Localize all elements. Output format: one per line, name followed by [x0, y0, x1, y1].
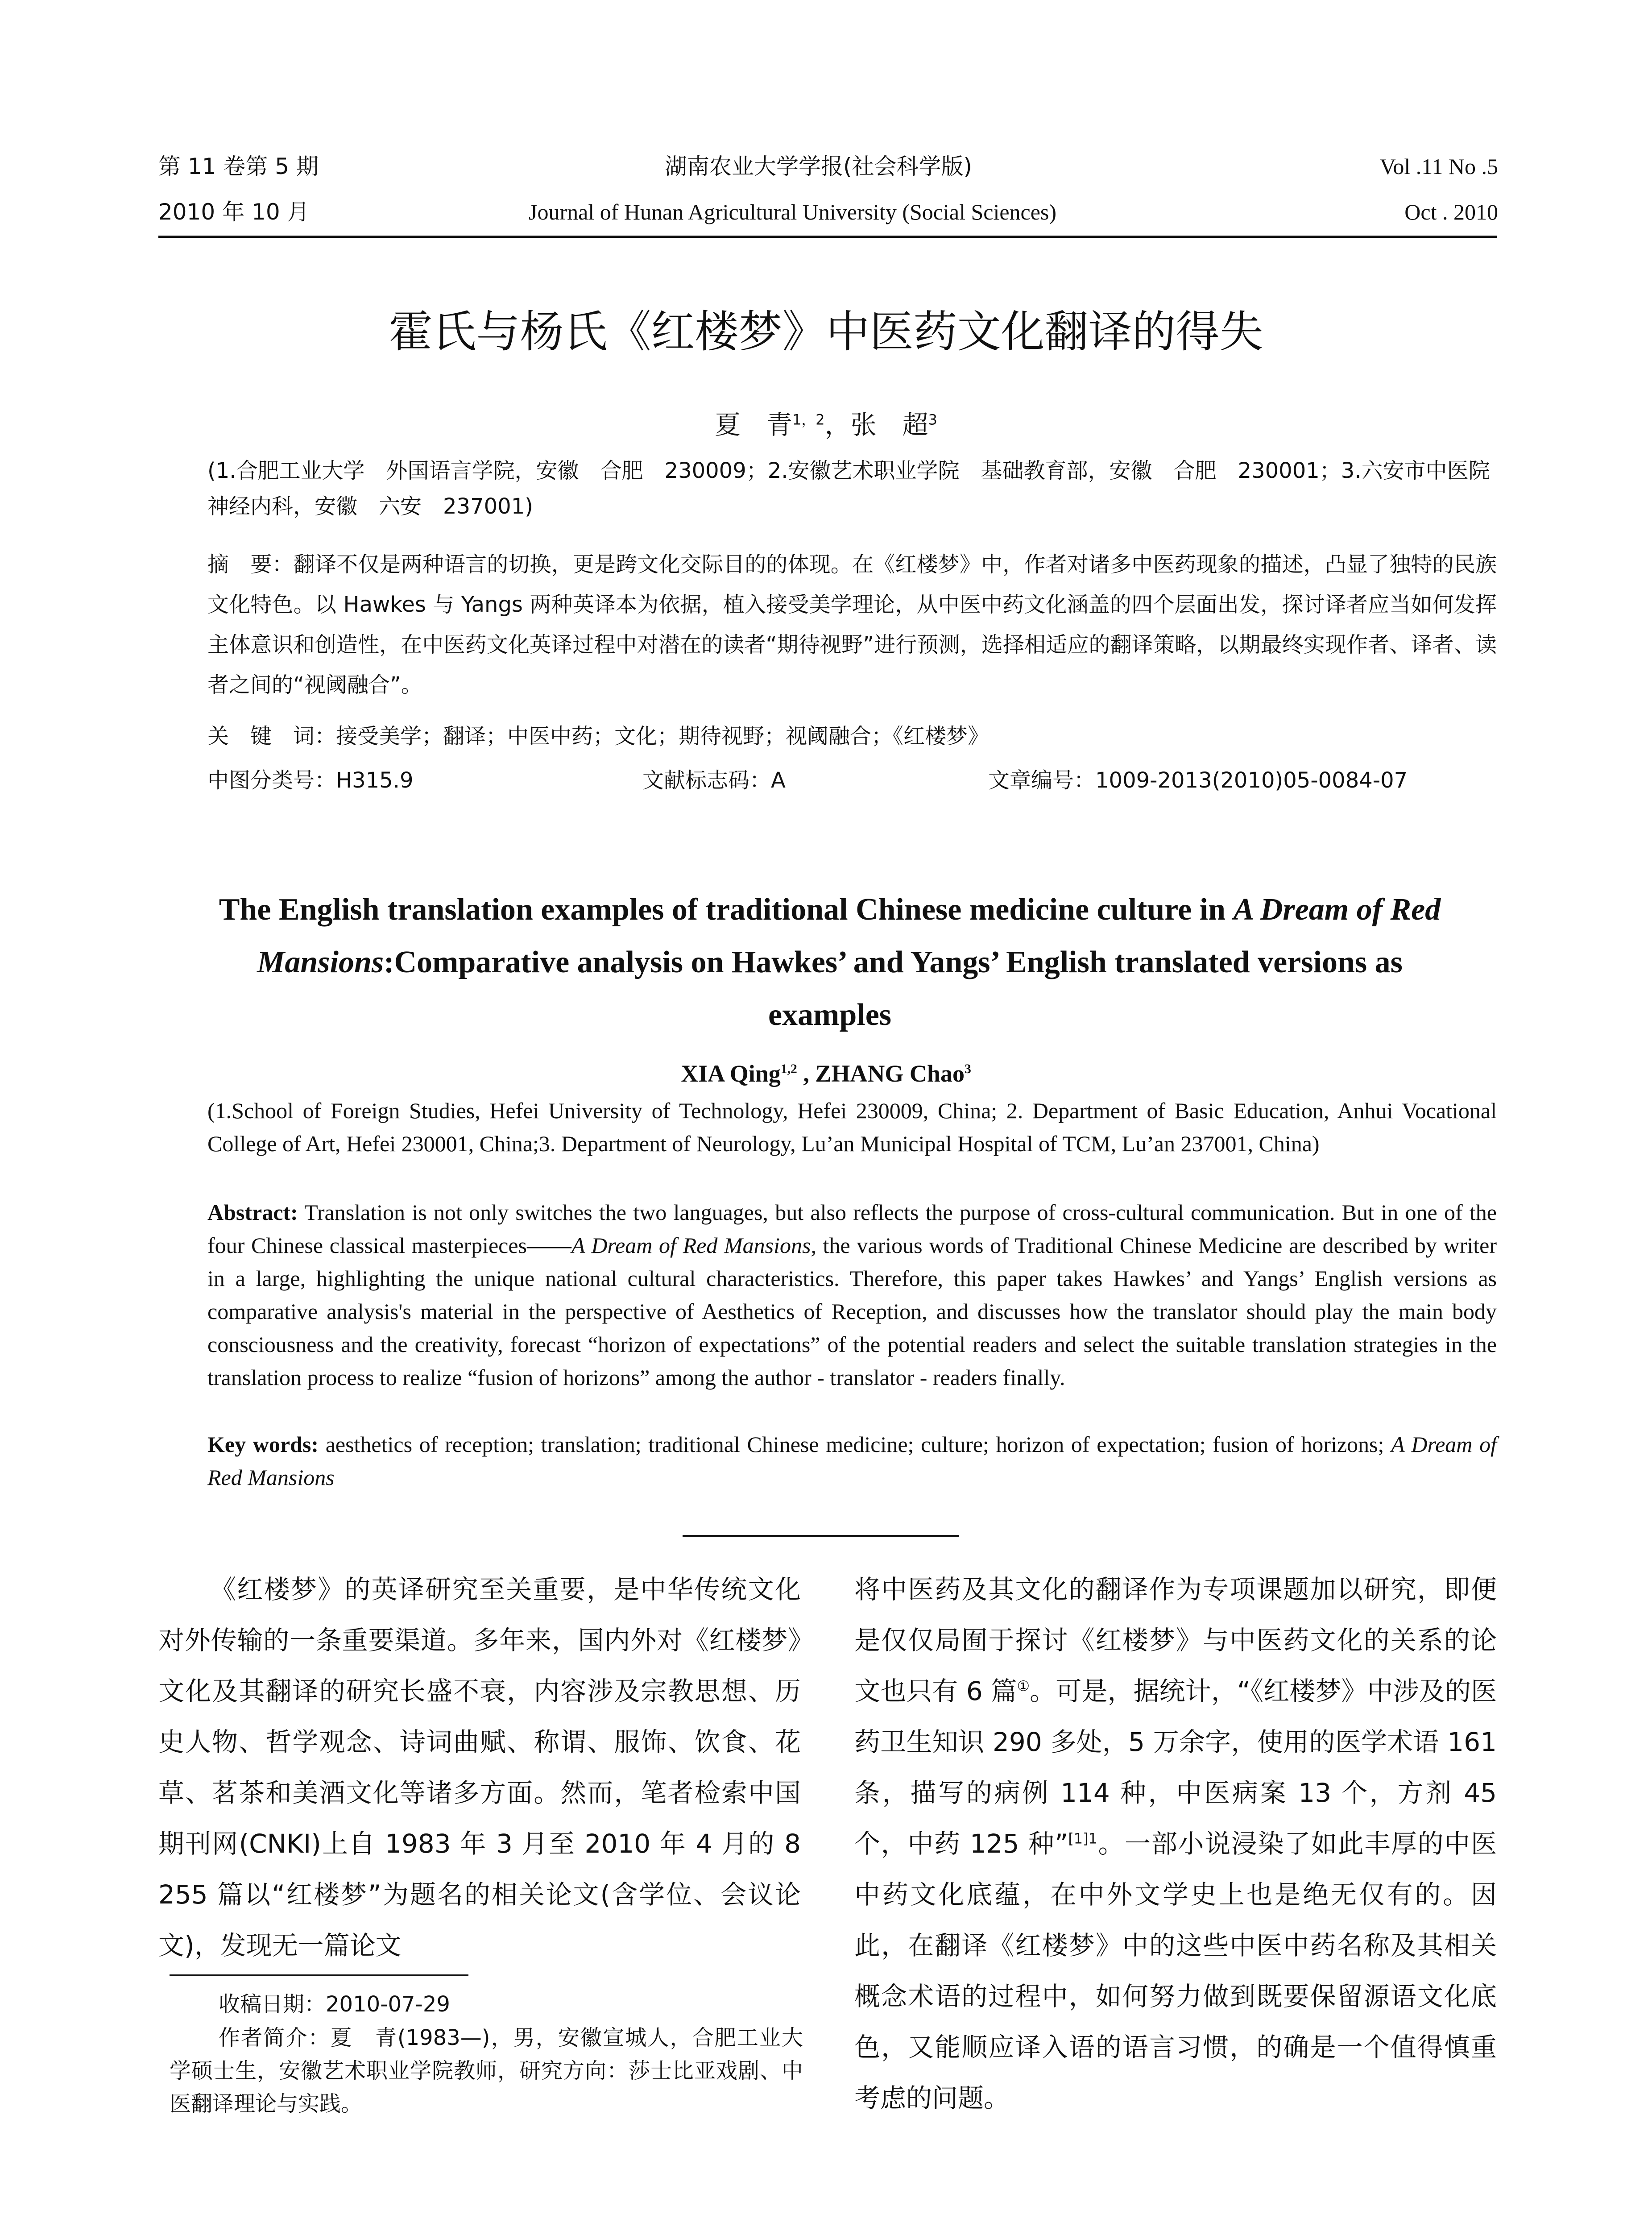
classification-clc: 中图分类号：H315.9 — [207, 768, 414, 793]
header-journal-en: Journal of Hunan Agricultural University (Social Sciences) — [529, 199, 1057, 224]
title-en-part2: :Comparative analysis on Hawkes’ and Yangs’ English translated versions as examples — [384, 945, 1403, 1032]
title-en-part1: The English translation examples of traditional Chinese medicine culture in — [219, 892, 1234, 927]
abstract-en-text1: Translation is not only switches the two languages, but also reflects the purpose of cross-cultural communication. But in one of the four Chinese classical masterpieces—— — [207, 1200, 1497, 1258]
body-right-text2: 。可是，据统计，“《红楼梦》中涉及的医药卫生知识 290 多处，5 万余字，使用的医学术语 161 条，描写的病例 114 种，中医病案 13 个，方剂 45 个，中药 125 种” — [854, 1676, 1497, 1859]
title-en-italic: A Dream of Red Mansions — [257, 892, 1441, 979]
affiliations-en: (1.School of Foreign Studies, Hefei University of Technology, Hefei 230009, China; 2. Department of Basic Education, Anhui Vocational College of Art, Hefei 230001, China;3. Department of Neurology, Lu’an Municipal Hospital of TCM, Lu’an 237001, China) — [207, 1098, 1497, 1156]
page-title-en — [196, 883, 1463, 1041]
author1-cn: 夏 青 — [715, 410, 793, 440]
keywords-en — [207, 1428, 1497, 1494]
header-volume-cn: 第 11 卷第 5 期 — [158, 153, 319, 179]
abstract-cn-label: 摘 要： — [207, 552, 294, 577]
keywords-en-text: aesthetics of reception; translation; traditional Chinese medicine; culture; horizon of expectation; fusion of horizons; — [319, 1432, 1391, 1457]
author2-cn: 张 超 — [850, 410, 928, 440]
body-right-column — [854, 1564, 1497, 2123]
abstract-en — [207, 1196, 1497, 1394]
header-date-en: Oct . 2010 — [1404, 199, 1498, 224]
keywords-cn-label: 关 键 词： — [207, 724, 336, 749]
author2-en-sup: 3 — [964, 1062, 971, 1076]
keywords-cn — [207, 716, 1497, 756]
body-left-column: 《红楼梦》的英译研究至关重要，是中华传统文化对外传输的一条重要渠道。多年来，国内外对《红楼梦》文化及其翻译的研究长盛不衰，内容涉及宗教思想、历史人物、哲学观念、诗词曲赋、称谓、服饰、饮食、花草、茗茶和美酒文化等诸多方面。然而，笔者检索中国期刊网(CNKI)上自 1983 年 3 月至 2010 年 4 月的 8 255 篇以“红楼梦”为题名的相关论文(含学位、会议论文)，发现无一篇论文 — [158, 1574, 801, 1961]
author1-cn-sup: 1，2 — [792, 411, 825, 428]
abstract-cn-text: 翻译不仅是两种语言的切换，更是跨文化交际目的的体现。在《红楼梦》中，作者对诸多中医药现象的描述，凸显了独特的民族文化特色。以 Hawkes 与 Yangs 两种英译本为依据，植入接受美学理论，从中医中药文化涵盖的四个层面出发，探讨译者应当如何发挥主体意识和创造性，在中医药文化英译过程中对潜在的读者“期待视野”进行预测，选择相适应的翻译策略，以期最终实现作者、译者、读者之间的“视阈融合”。 — [207, 552, 1497, 697]
footnote-bio: 作者简介：夏 青(1983—)，男，安徽宣城人，合肥工业大学硕士生，安徽艺术职业学院教师，研究方向：莎士比亚戏剧、中医翻译理论与实践。 — [170, 2025, 803, 2116]
keywords-cn-text: 接受美学；翻译；中医中药；文化；期待视野；视阈融合；《红楼梦》 — [336, 724, 990, 749]
body-right-text1: 将中医药及其文化的翻译作为专项课题加以研究，即便是仅仅局囿于探讨《红楼梦》与中医药文化的关系的论文也只有 6 篇 — [854, 1574, 1497, 1706]
author-sep-en: , — [797, 1060, 816, 1087]
keywords-en-italic: A Dream of Red Mansions — [207, 1432, 1497, 1490]
abstract-en-text2: the various words of Traditional Chinese Medicine are described by writer in a large, highlighting the unique national cultural characteristics. Therefore, this paper takes Hawkes’ and Yangs’ English versions as comparative analysis's material in the perspective of Aesthetics of Reception, and discusses how the translator should play the main body consciousness and the creativity, forecast “horizon of expectations” of the potential readers and select the suitable translation strategies in the translation process to realize “fusion of horizons” among the author - translator - readers finally. — [207, 1233, 1497, 1390]
header-journal-cn: 湖南农业大学学报(社会科学版) — [665, 153, 973, 179]
page-title-cn: 霍氏与杨氏《红楼梦》中医药文化翻译的得失 — [389, 307, 1263, 357]
author-sep-cn: ， — [824, 410, 851, 440]
abstract-en-italic: A Dream of Red Mansions, — [571, 1233, 816, 1258]
abstract-en-label: Abstract: — [207, 1200, 298, 1225]
note-mark: ① — [1017, 1677, 1030, 1695]
abstract-cn — [207, 544, 1497, 705]
footnote-rule — [170, 1974, 468, 1976]
reference-mark: [1]1 — [1068, 1830, 1097, 1847]
section-divider — [683, 1535, 959, 1537]
author2-en: ZHANG Chao — [815, 1060, 965, 1087]
footnote-received: 收稿日期：2010-07-29 — [219, 1992, 450, 2017]
authors-cn — [0, 404, 1652, 441]
author1-en: XIA Qing — [681, 1060, 781, 1087]
classification-doc-code: 文献标志码：A — [642, 768, 786, 793]
keywords-en-label: Key words: — [207, 1432, 319, 1457]
classification-article-no: 文章编号：1009-2013(2010)05-0084-07 — [988, 768, 1408, 793]
affiliations-cn: (1.合肥工业大学 外国语言学院，安徽 合肥 230009；2.安徽艺术职业学院 基础教育部，安徽 合肥 230001；3.六安市中医院神经内科，安徽 六安 237001) — [207, 458, 1490, 519]
author1-en-sup: 1,2 — [780, 1062, 797, 1076]
header-date-cn: 2010 年 10 月 — [158, 199, 310, 225]
authors-en — [0, 1060, 1652, 1087]
header-volume-en: Vol .11 No .5 — [1379, 154, 1498, 179]
author2-cn-sup: 3 — [928, 411, 937, 428]
body-right-text3: 。一部小说浸染了如此丰厚的中医中药文化底蕴，在中外文学史上也是绝无仅有的。因此，在翻译《红楼梦》中的这些中医中药名称及其相关概念术语的过程中，如何努力做到既要保留源语文化底色，又能顺应译入语的语言习惯，的确是一个值得慎重考虑的问题。 — [854, 1829, 1497, 2113]
header-rule — [158, 236, 1497, 238]
